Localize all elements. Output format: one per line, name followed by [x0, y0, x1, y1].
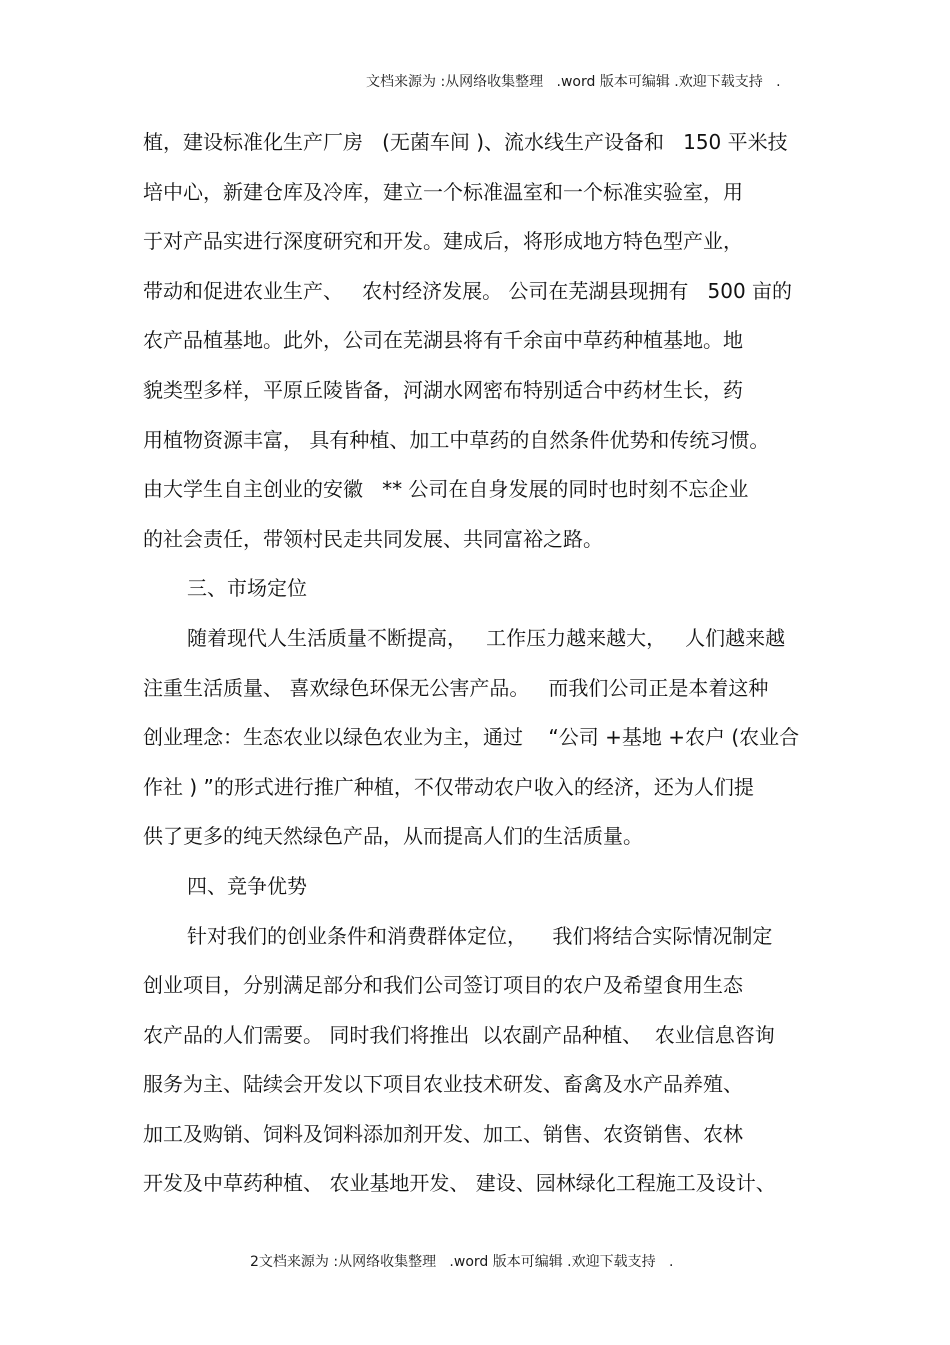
section-heading: 四、竞争优势: [187, 873, 307, 898]
section-heading: 三、市场定位: [187, 576, 307, 601]
text-line: 农产品的人们需要。 同时我们将推出 以农副产品种植、 农业信息咨询: [143, 1022, 775, 1047]
text-line: 带动和促进农业生产、 农村经济发展。 公司在芜湖县现拥有 500 亩的: [143, 278, 793, 303]
page-header: 文档来源为 :从网络收集整理 .word 版本可编辑 .欢迎下载支持 .: [366, 74, 781, 90]
text-line: 开发及中草药种植、 农业基地开发、 建设、园林绿化工程施工及设计、: [143, 1171, 776, 1196]
text-line: 的社会责任，带领村民走共同发展、共同富裕之路。: [143, 526, 603, 551]
text-line: 貌类型多样，平原丘陵皆备，河湖水网密布特别适合中药材生长，药: [143, 377, 743, 402]
text-line: 加工及购销、饲料及饲料添加剂开发、加工、销售、农资销售、农林: [143, 1121, 743, 1146]
text-line: 农产品植基地。此外，公司在芜湖县将有千余亩中草药种植基地。地: [143, 328, 743, 353]
text-line: 于对产品实进行深度研究和开发。建成后，将形成地方特色型产业，: [143, 229, 743, 254]
text-line: 由大学生自主创业的安徽 ** 公司在自身发展的同时也时刻不忘企业: [143, 477, 749, 502]
text-line: 培中心，新建仓库及冷库，建立一个标准温室和一个标准实验室，用: [143, 179, 743, 204]
document-body: [143, 118, 823, 1209]
text-line: 用植物资源丰富， 具有种植、加工中草药的自然条件优势和传统习惯。: [143, 427, 770, 452]
text-line: 随着现代人生活质量不断提高， 工作压力越来越大， 人们越来越: [187, 625, 786, 650]
text-line: 创业理念：生态农业以绿色农业为主，通过 “公司 +基地 +农户 (农业合: [143, 725, 800, 750]
text-line: 针对我们的创业条件和消费群体定位， 我们将结合实际情况制定: [187, 923, 773, 948]
text-line: 植，建设标准化生产厂房 (无菌车间 )、流水线生产设备和 150 平米技: [143, 130, 788, 154]
text-line: 作社 ) ”的形式进行推广种植，不仅带动农户收入的经济，还为人们提: [143, 774, 754, 799]
text-line: 创业项目，分别满足部分和我们公司签订项目的农户及希望食用生态: [143, 973, 743, 998]
text-line: 注重生活质量、 喜欢绿色环保无公害产品。 而我们公司正是本着这种: [143, 675, 769, 700]
text-line: 服务为主、陆续会开发以下项目农业技术研发、畜禽及水产品养殖、: [143, 1072, 743, 1097]
text-line: 供了更多的纯天然绿色产品，从而提高人们的生活质量。: [143, 824, 643, 849]
page-footer: 2文档来源为 :从网络收集整理 .word 版本可编辑 .欢迎下载支持 .: [250, 1254, 674, 1270]
